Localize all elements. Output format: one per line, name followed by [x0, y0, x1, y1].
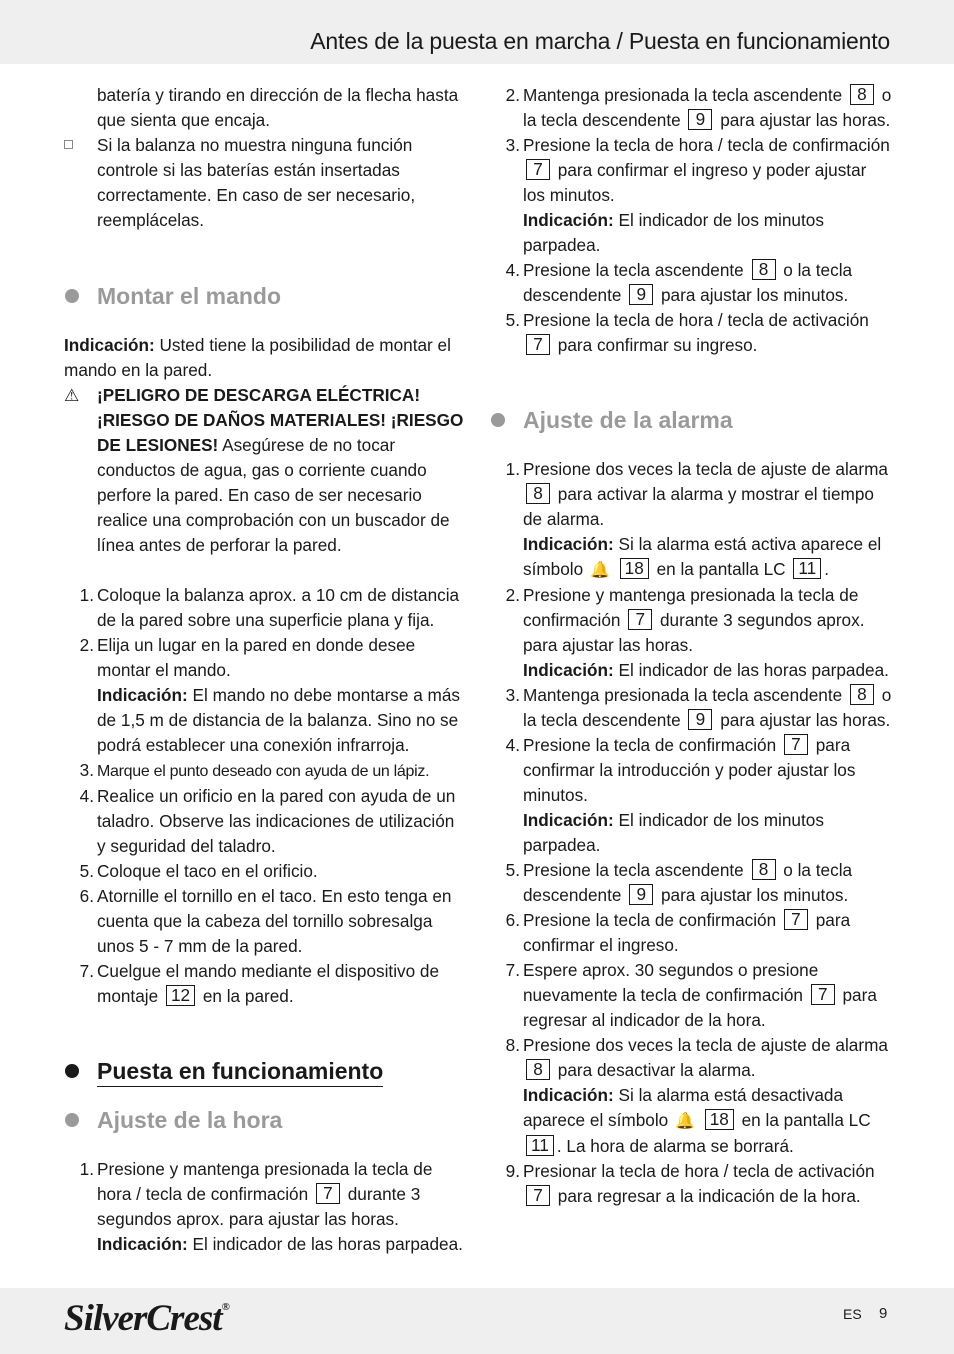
indicacion-text: El indicador de las horas parpadea. [618, 660, 889, 680]
list-text: Coloque la balanza aprox. a 10 cm de distancia de la pared sobre una superficie plana y fija. [97, 585, 460, 630]
list-number: 2. [79, 635, 94, 655]
part-number-badge: 7 [526, 334, 550, 355]
list-text: Presione y mantenga presionada la tecla de confirmación [523, 585, 859, 630]
warning-triangle-icon: ⚠ [64, 386, 80, 405]
list-number: 2. [505, 85, 520, 105]
heading-puesta [64, 1056, 466, 1087]
alarm-bell-icon: 🔔 [589, 562, 610, 579]
list-number: 3. [505, 685, 520, 705]
list-item [490, 1159, 892, 1209]
brand-logo [64, 1297, 229, 1340]
circle-bullet-icon [65, 289, 79, 303]
list-item [490, 83, 892, 133]
list-text: Cuelgue el mando mediante el dispositivo de montaje [97, 961, 440, 1006]
list-text: en la pared. [202, 986, 294, 1006]
part-number-badge: 9 [688, 709, 712, 730]
list-text: durante 3 segundos aprox. para ajustar las horas. [97, 1184, 421, 1229]
part-number-badge: 8 [752, 259, 776, 280]
list-text: Marque el punto deseado con ayuda de un lápiz. [97, 763, 430, 780]
indicacion-label: Indicación: [523, 1085, 614, 1105]
list-text: Atornille el tornillo en el taco. En esto tenga en cuenta que la cabeza del tornillo sobresalga unos 5 - 7 mm de la pared. [97, 886, 452, 956]
square-bullet-icon [64, 140, 73, 149]
list-text: para ajustar los minutos. [661, 285, 849, 305]
warning-bold: ¡PELIGRO DE DESCARGA ELÉCTRICA! ¡RIESGO DE DAÑOS MATERIALES! ¡RIESGO DE LESIONES! [97, 385, 464, 455]
list-item [64, 859, 466, 884]
part-number-badge: 18 [620, 558, 649, 579]
registered-mark: ® [221, 1301, 229, 1313]
list-text: Presione la tecla de confirmación [523, 910, 777, 930]
part-number-badge: 8 [526, 483, 550, 504]
list-text: o la tecla descendente [523, 260, 853, 305]
circle-bullet-icon [491, 413, 505, 427]
montar-indicacion [64, 333, 466, 383]
list-item [64, 784, 466, 859]
list-text: Presione la tecla de hora / tecla de activación [523, 310, 869, 330]
part-number-badge: 9 [688, 109, 712, 130]
list-text: para regresar a la indicación de la hora. [557, 1186, 861, 1206]
indicacion-text: . La hora de alarma se borrará. [556, 1136, 794, 1156]
indicacion-text: El indicador de las horas parpadea. [192, 1234, 463, 1254]
list-item [64, 884, 466, 959]
list-item [490, 1033, 892, 1159]
heading-alarma-text: Ajuste de la alarma [523, 407, 733, 433]
part-number-badge: 9 [629, 284, 653, 305]
list-text: Elija un lugar en la pared en donde desee montar el mando. [97, 635, 416, 680]
part-number-badge: 7 [526, 1185, 550, 1206]
indicacion-label: Indicación: [523, 534, 614, 554]
list-item [490, 683, 892, 733]
indicacion-text: Usted tiene la posibilidad de montar el mando en la pared. [64, 335, 451, 380]
list-text: Mantenga presionada la tecla ascendente [523, 685, 843, 705]
list-number: 4. [505, 735, 520, 755]
circle-bullet-icon [65, 1064, 79, 1078]
indicacion-text: El mando no debe montarse a más de 1,5 m de distancia de la balanza. Sino no se podrá establecer una conexión infrarroja. [97, 685, 461, 755]
list-number: 7. [79, 961, 94, 981]
list-text: durante 3 segundos aprox. para ajustar las horas. [523, 610, 865, 655]
brand-name: SilverCrest [64, 1298, 222, 1339]
list-text: para confirmar el ingreso. [523, 910, 851, 955]
bullet-item [64, 133, 466, 233]
list-number: 8. [505, 1035, 520, 1055]
list-text: para regresar al indicador de la hora. [523, 985, 877, 1030]
list-item [490, 258, 892, 308]
battery-text: batería y tirando en dirección de la flecha hasta que sienta que encaja. [97, 85, 459, 130]
list-text: Presione la tecla ascendente [523, 860, 744, 880]
part-number-badge: 7 [316, 1183, 340, 1204]
list-number: 4. [505, 260, 520, 280]
circle-bullet-icon [65, 1113, 79, 1127]
indicacion-label: Indicación: [64, 335, 155, 355]
list-text: o la tecla descendente [523, 685, 892, 730]
list-number: 6. [79, 886, 94, 906]
list-item [490, 858, 892, 908]
bullet-text: Si la balanza no muestra ninguna función controle si las baterías están insertadas correctamente. En caso de ser necesario, reemplácelas. [97, 135, 416, 230]
heading-hora-text: Ajuste de la hora [97, 1107, 283, 1133]
part-number-badge: 7 [784, 734, 808, 755]
list-text: o la tecla descendente [523, 860, 853, 905]
list-number: 3. [505, 135, 520, 155]
part-number-badge: 7 [526, 159, 550, 180]
list-text: Espere aprox. 30 segundos o presione nuevamente la tecla de confirmación [523, 960, 819, 1005]
list-number: 5. [505, 860, 520, 880]
list-text: Realice un orificio en la pared con ayuda de un taladro. Observe las indicaciones de utilización y seguridad del taladro. [97, 786, 456, 856]
heading-alarma [490, 405, 892, 435]
list-text: o la tecla descendente [523, 85, 892, 130]
indicacion-text: El indicador de los minutos parpadea. [523, 810, 824, 855]
indicacion-text: El indicador de los minutos parpadea. [523, 210, 824, 255]
part-number-badge: 11 [526, 1135, 554, 1156]
list-text: para ajustar las horas. [720, 710, 891, 730]
list-item [490, 583, 892, 683]
list-number: 4. [79, 786, 94, 806]
part-number-badge: 12 [166, 985, 195, 1006]
page-title: Antes de la puesta en marcha / Puesta en funcionamiento [310, 28, 890, 54]
part-number-badge: 8 [850, 84, 874, 105]
list-text: Presione la tecla de hora / tecla de confirmación [523, 135, 890, 155]
indicacion-label: Indicación: [523, 660, 614, 680]
list-item [490, 308, 892, 358]
list-text: Presione dos veces la tecla de ajuste de alarma [523, 1035, 888, 1055]
list-text: Presione la tecla de confirmación [523, 735, 777, 755]
list-text: Presione la tecla ascendente [523, 260, 744, 280]
list-text: para confirmar su ingreso. [557, 335, 758, 355]
list-text: Presione dos veces la tecla de ajuste de alarma [523, 459, 888, 479]
part-number-badge: 7 [784, 909, 808, 930]
list-item [490, 457, 892, 583]
indicacion-text: en la pantalla LC [741, 1110, 871, 1130]
list-number: 3. [79, 760, 94, 780]
part-number-badge: 9 [629, 884, 653, 905]
list-text: para ajustar las horas. [720, 110, 891, 130]
page-number: 9 [879, 1305, 888, 1322]
part-number-badge: 7 [811, 984, 835, 1005]
list-text: para activar la alarma y mostrar el tiempo de alarma. [523, 484, 874, 529]
list-number: 1. [79, 585, 94, 605]
list-item [64, 959, 466, 1009]
warning-block [64, 383, 466, 558]
list-number: 1. [505, 459, 520, 479]
part-number-badge: 7 [628, 609, 652, 630]
indicacion-label: Indicación: [97, 685, 188, 705]
indicacion-label: Indicación: [97, 1234, 188, 1254]
indicacion-text: Si la alarma está activa aparece el símbolo [523, 534, 882, 579]
list-number: 6. [505, 910, 520, 930]
heading-puesta-text: Puesta en funcionamiento [97, 1058, 383, 1087]
list-text: para confirmar la introducción y poder ajustar los minutos. [523, 735, 856, 805]
list-text: Coloque el taco en el orificio. [97, 861, 318, 881]
list-number: 9. [505, 1161, 520, 1181]
heading-hora [64, 1105, 466, 1135]
indicacion-label: Indicación: [523, 210, 614, 230]
list-text: para desactivar la alarma. [557, 1060, 756, 1080]
list-item [64, 633, 466, 758]
indicacion-text: en la pantalla LC [656, 559, 786, 579]
warning-text: Asegúrese de no tocar conductos de agua, gas o corriente cuando perfore la pared. En caso de ser necesario realice una comprobación con un buscador de línea antes de perforar la pared. [97, 435, 450, 555]
left-column [64, 83, 466, 1257]
list-text: para ajustar los minutos. [661, 885, 849, 905]
alarm-bell-icon: 🔔 [675, 1113, 695, 1130]
list-text: Mantenga presionada la tecla ascendente [523, 85, 843, 105]
list-item [64, 1157, 466, 1257]
language-code: ES [843, 1306, 862, 1322]
list-item [64, 583, 466, 633]
heading-montar-text: Montar el mando [97, 283, 282, 309]
list-text: Presione y mantenga presionada la tecla de hora / tecla de confirmación [97, 1159, 433, 1204]
list-item [64, 758, 466, 784]
list-number: 5. [505, 310, 520, 330]
part-number-badge: 18 [705, 1109, 734, 1130]
list-item [490, 908, 892, 958]
list-number: 7. [505, 960, 520, 980]
heading-montar [64, 281, 466, 311]
list-item [490, 733, 892, 858]
part-number-badge: 11 [793, 558, 821, 579]
list-text: Presionar la tecla de hora / tecla de activación [523, 1161, 875, 1181]
part-number-badge: 8 [850, 684, 874, 705]
indicacion-text: . [824, 559, 829, 579]
list-item [490, 958, 892, 1033]
right-column [490, 83, 892, 1209]
list-text: para confirmar el ingreso y poder ajustar los minutos. [523, 160, 867, 205]
part-number-badge: 8 [526, 1059, 550, 1080]
list-number: 2. [505, 585, 520, 605]
list-item [490, 133, 892, 258]
indicacion-text: Si la alarma está desactivada aparece el símbolo [523, 1085, 844, 1130]
list-number: 1. [79, 1159, 94, 1179]
indicacion-label: Indicación: [523, 810, 614, 830]
part-number-badge: 8 [752, 859, 776, 880]
list-number: 5. [79, 861, 94, 881]
